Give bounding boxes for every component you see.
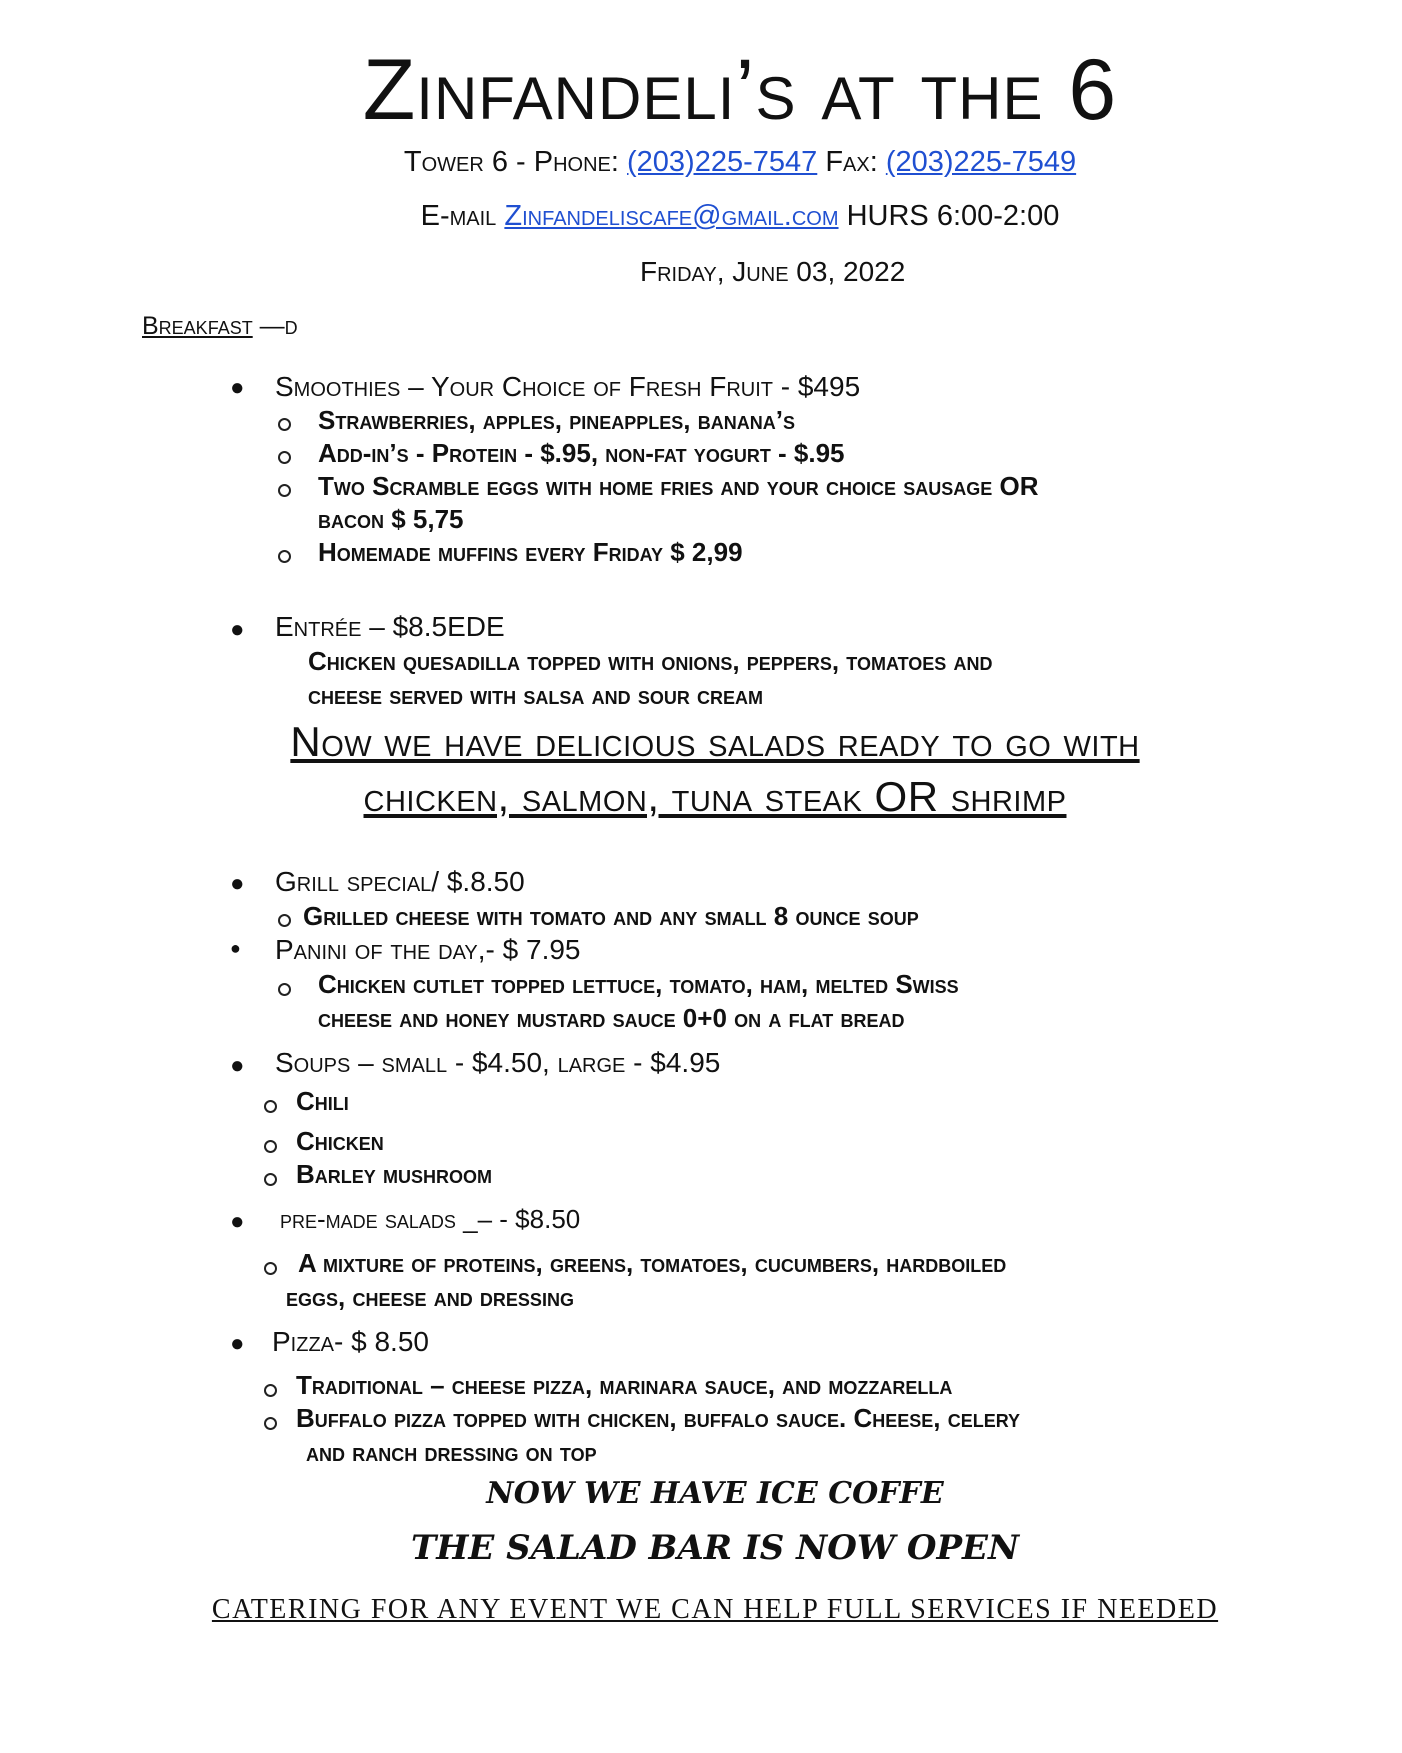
salads-description: A mixture of proteins, greens, tomatoes, cucumbers, hardboiled xyxy=(298,1248,1007,1278)
ice-coffee-notice: NOW WE HAVE ICE COFFE xyxy=(486,1476,944,1511)
grill-special-item: Grilled cheese with tomato and any small 8 ounce soup xyxy=(303,901,919,931)
fax-label: Fax: xyxy=(825,146,878,178)
pizza-title: Pizza- $ 8.50 xyxy=(272,1326,429,1357)
email-line xyxy=(200,200,1280,233)
sub-bullet-icon xyxy=(264,1140,277,1153)
salads-banner: Now we have delicious salads ready to go with xyxy=(290,718,1140,765)
sub-bullet-icon xyxy=(278,484,291,497)
sub-bullet-icon xyxy=(278,914,291,927)
breakfast-label xyxy=(142,312,298,341)
sub-bullet-icon xyxy=(264,1262,277,1275)
entree-description: cheese served with salsa and sour cream xyxy=(308,680,764,710)
bullet-icon: ● xyxy=(230,938,241,958)
pizza-item: Buffalo pizza topped with chicken, buffalo sauce. Cheese, celery xyxy=(296,1403,1021,1433)
soup-item: Chicken xyxy=(296,1126,384,1156)
hours-text: HURS 6:00-2:00 xyxy=(846,200,1060,232)
soup-item: Chili xyxy=(296,1086,349,1116)
smoothies-item: Two Scramble eggs with home fries and your choice sausage OR xyxy=(318,471,1039,501)
entree-description: Chicken quesadilla topped with onions, peppers, tomatoes and xyxy=(308,646,993,676)
salads-banner: chicken, salmon, tuna steak OR shrimp xyxy=(363,773,1067,820)
sub-bullet-icon xyxy=(278,418,291,431)
sub-bullet-icon xyxy=(264,1100,277,1113)
phone-link[interactable]: (203)225-7547 xyxy=(627,146,818,178)
breakfast-suffix: —d xyxy=(259,312,298,340)
panini-description: cheese and honey mustard sauce 0+0 on a flat bread xyxy=(318,1003,905,1033)
phone-prefix: Tower 6 - Phone: xyxy=(403,146,619,178)
soups-title: Soups – small - $4.50, large - $4.95 xyxy=(275,1047,721,1078)
salad-bar-notice: THE SALAD BAR IS NOW OPEN xyxy=(410,1528,1020,1568)
pizza-item-continued: and ranch dressing on top xyxy=(306,1437,597,1467)
smoothies-item: Strawberries, apples, pineapples, banana’s xyxy=(318,405,795,435)
smoothies-title: Smoothies – Your Choice of Fresh Fruit - $495 xyxy=(275,371,861,402)
grill-special-title: Grill special/ $.8.50 xyxy=(275,866,525,897)
breakfast-title: Breakfast xyxy=(142,312,253,340)
smoothies-item: Homemade muffins every Friday $ 2,99 xyxy=(318,537,743,567)
fax-link[interactable]: (203)225-7549 xyxy=(885,146,1077,178)
bullet-icon: ● xyxy=(230,616,245,643)
sub-bullet-icon xyxy=(264,1384,277,1397)
sub-bullet-icon xyxy=(278,550,291,563)
sub-bullet-icon xyxy=(278,451,291,464)
salads-title: pre-made salads _– - $8.50 xyxy=(280,1204,581,1234)
sub-bullet-icon xyxy=(264,1173,277,1186)
bullet-icon: ● xyxy=(230,1208,245,1235)
email-link[interactable]: Zinfandeliscafe@gmail.com xyxy=(504,200,839,232)
panini-description: Chicken cutlet topped lettuce, tomato, ham, melted Swiss xyxy=(318,969,959,999)
catering-notice: CATERING FOR ANY EVENT WE CAN HELP FULL SERVICES IF NEEDED xyxy=(211,1594,1219,1625)
bullet-icon: ● xyxy=(230,1052,245,1079)
entree-title: Entrée – $8.5EDE xyxy=(275,611,505,642)
salads-description: eggs, cheese and dressing xyxy=(286,1282,574,1312)
pizza-item: Traditional – cheese pizza, marinara sauce, and mozzarella xyxy=(296,1370,953,1400)
sub-bullet-icon xyxy=(278,983,291,996)
smoothies-item: Add-in’s - Protein - $.95, non-fat yogurt - $.95 xyxy=(318,438,845,468)
email-label: E-mail xyxy=(420,200,497,232)
sub-bullet-icon xyxy=(264,1417,277,1430)
panini-title: Panini of the day,- $ 7.95 xyxy=(275,934,581,965)
bullet-icon: ● xyxy=(230,870,245,897)
smoothies-item-continued: bacon $ 5,75 xyxy=(318,504,464,534)
page-title: Zinfandeli’s at the 6 xyxy=(362,42,1118,138)
bullet-icon: ● xyxy=(230,1330,245,1357)
phone-line xyxy=(200,146,1280,179)
bullet-icon: ● xyxy=(230,374,245,401)
menu-date: Friday, June 03, 2022 xyxy=(640,256,906,287)
soup-item: Barley mushroom xyxy=(296,1159,492,1189)
